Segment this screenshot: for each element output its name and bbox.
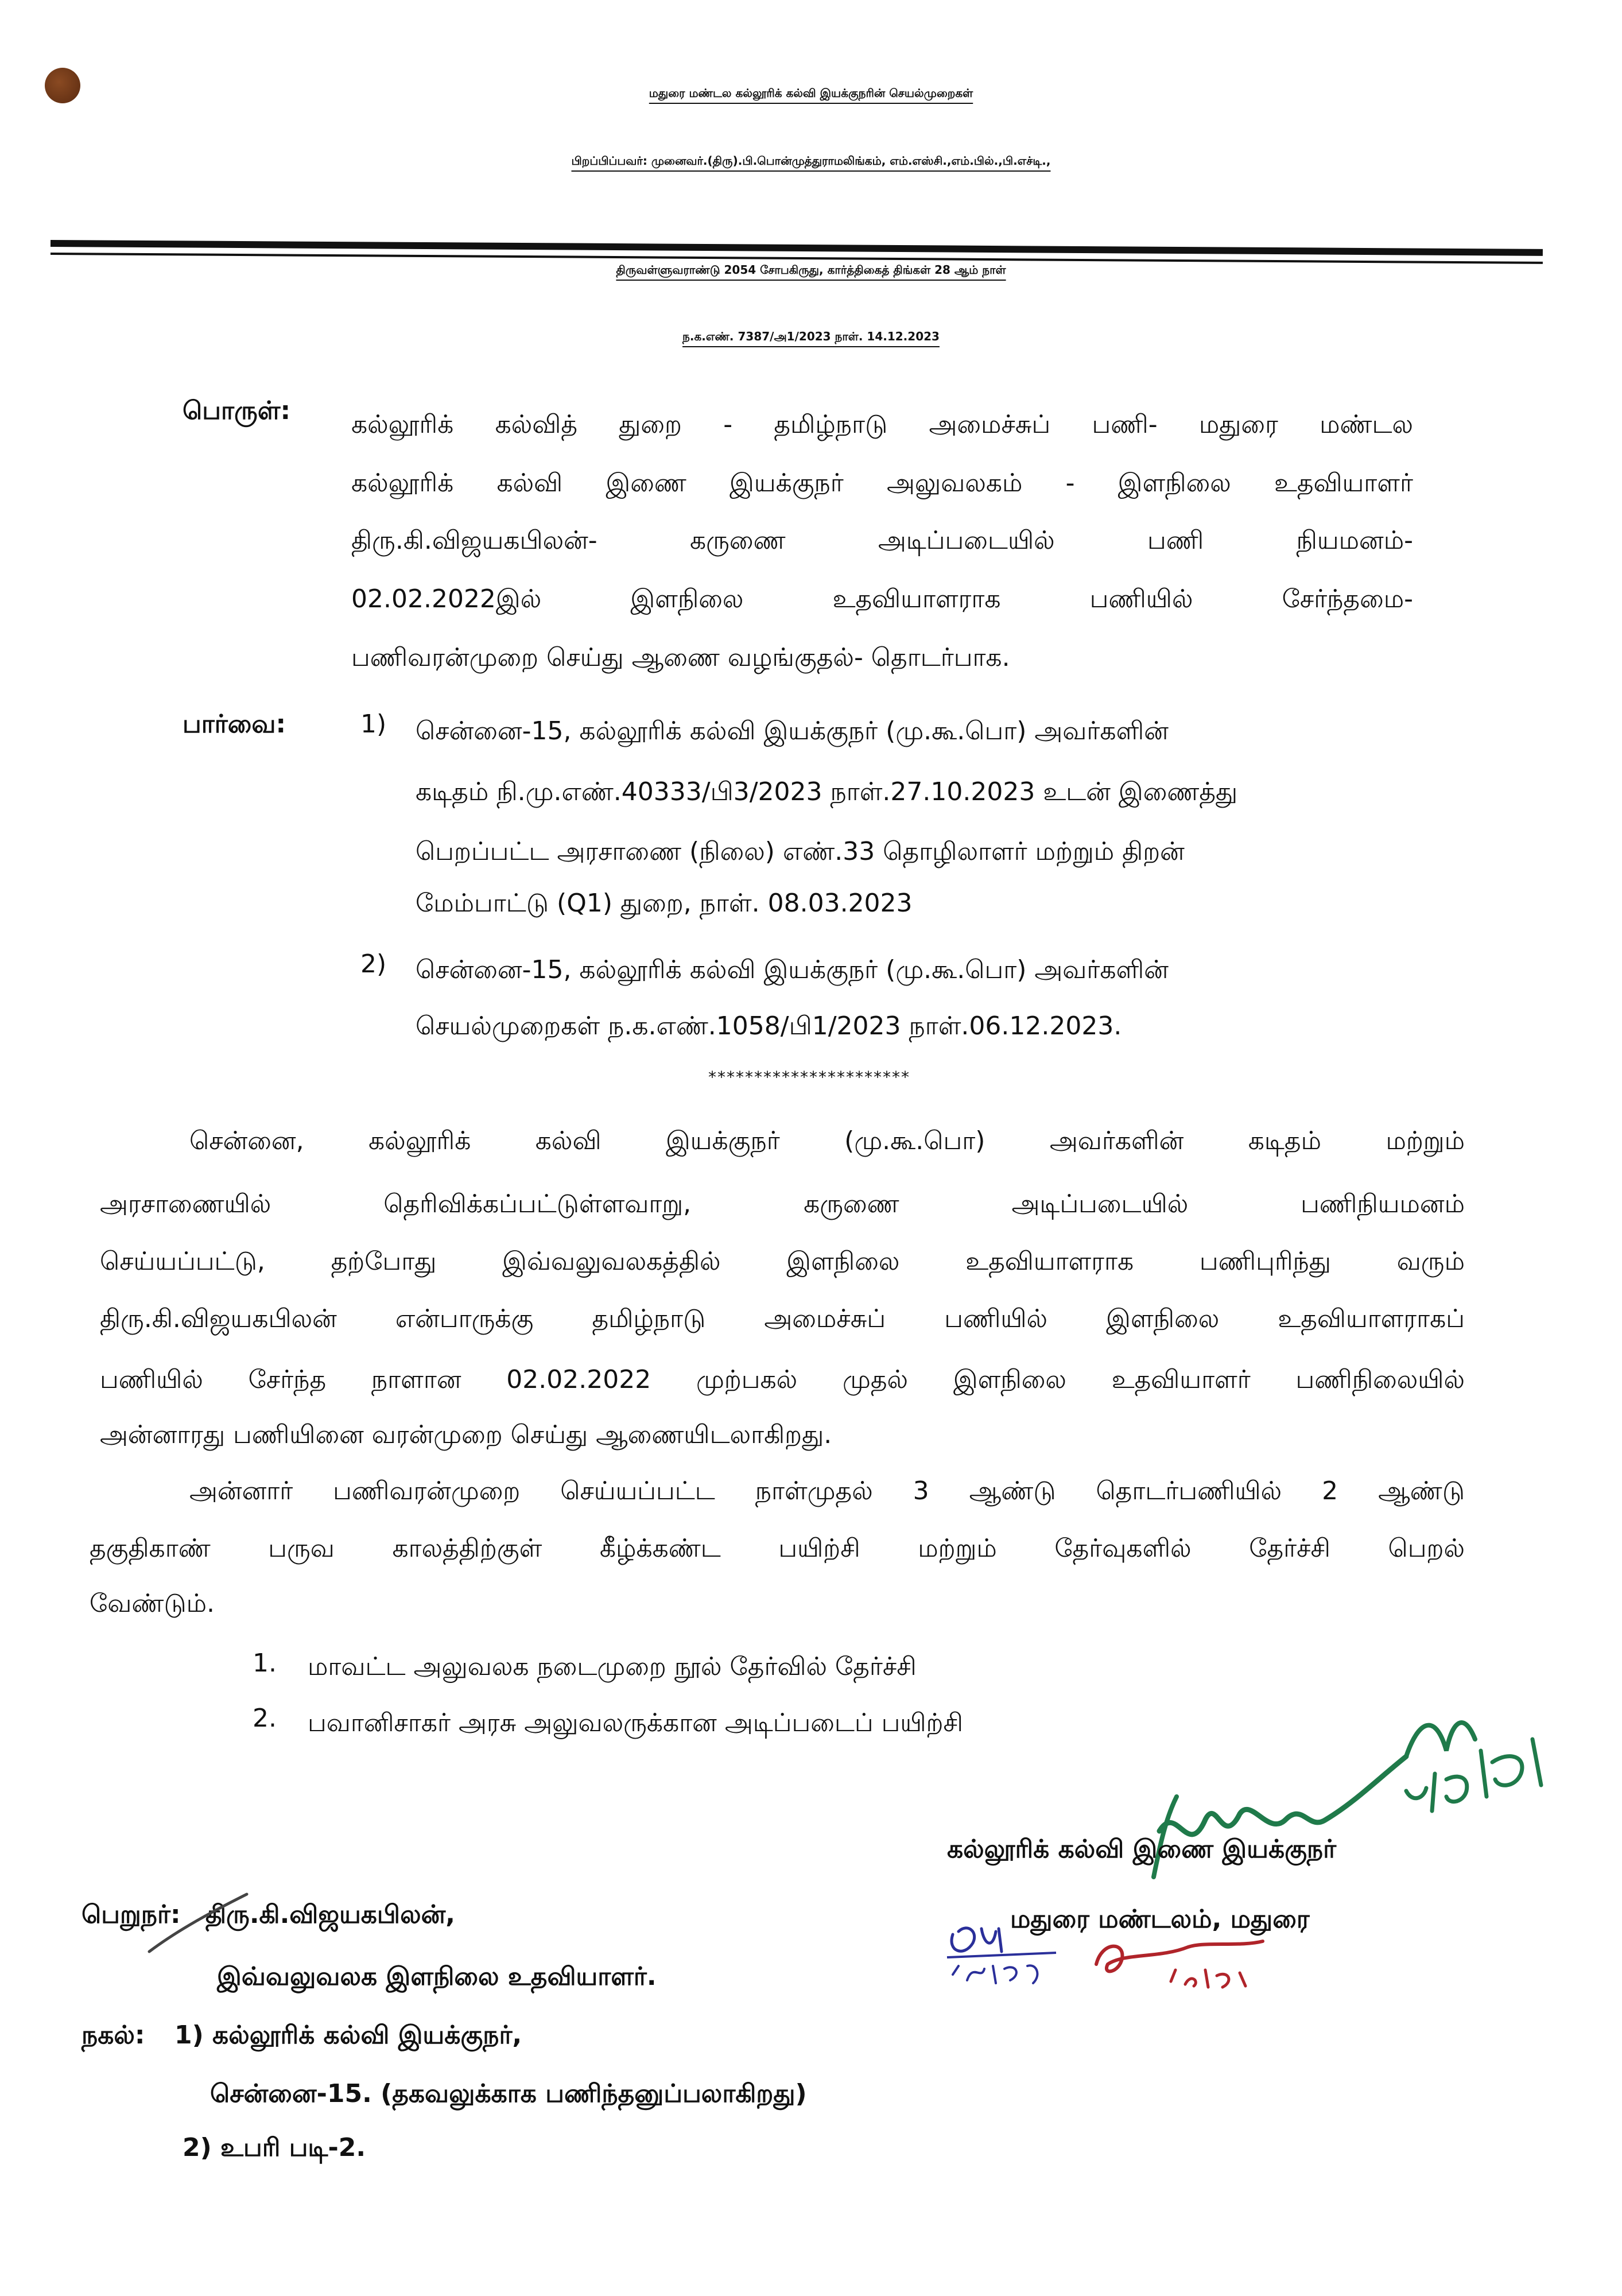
- header-issuer: பிறப்பிப்பவர்: முனைவர்.(திரு).பி.பொன்முத்துராமலிங்கம், எம்.எஸ்சி.,எம்.பில்.,பி.எச்டி.,: [571, 154, 1051, 168]
- body-para1-line-1: சென்னை, கல்லூரிக் கல்வி இயக்குநர் (மு.கூ.பொ) அவர்களின் கடிதம் மற்றும்: [189, 1126, 1465, 1155]
- body-para1-line-3: செய்யப்பட்டு, தற்போது இவ்வலுவலகத்தில் இளநிலை உதவியாளராக பணிபுரிந்து வரும்: [100, 1247, 1465, 1276]
- requirement-2-text: பவானிசாகர் அரசு அலுவலருக்கான அடிப்படைப் பயிற்சி: [308, 1708, 963, 1737]
- reference-2-line-1: சென்னை-15, கல்லூரிக் கல்வி இயக்குநர் (மு.கூ.பொ) அவர்களின்: [416, 955, 1169, 984]
- subject-line-4: 02.02.2022இல் இளநிலை உதவியாளராக பணியில் சேர்ந்தமை-: [351, 584, 1413, 614]
- signatory-title: கல்லூரிக் கல்வி இணை இயக்குநர்: [947, 1835, 1337, 1864]
- section-separator: **********************: [708, 1068, 910, 1087]
- handwritten-initials-blue: [941, 1917, 1068, 1992]
- handwritten-initials-red: [1091, 1924, 1297, 1993]
- copy-label: நகல்:: [82, 2020, 145, 2050]
- requirement-1-text: மாவட்ட அலுவலக நடைமுறை நூல் தேர்வில் தேர்ச்சி: [308, 1652, 917, 1681]
- reference-label: பார்வை:: [183, 709, 286, 739]
- recipient-label: பெறுநர்:: [82, 1900, 181, 1929]
- reference-2-number: 2): [360, 949, 387, 979]
- body-para2-line-2: தகுதிகாண் பருவ காலத்திற்குள் கீழ்க்கண்ட பயிற்சி மற்றும் தேர்வுகளில் தேர்ச்சி பெறல்: [90, 1534, 1465, 1563]
- body-para1-line-5: பணியில் சேர்ந்த நாளான 02.02.2022 முற்பகல் முதல் இளநிலை உதவியாளர் பணிநிலையில்: [100, 1365, 1465, 1394]
- reference-1-line-4: மேம்பாட்டு (Q1) துறை, நாள். 08.03.2023: [416, 889, 913, 918]
- copy-item-2: 2) உபரி படி-2.: [183, 2133, 366, 2162]
- body-para1-line-2: அரசாணையில் தெரிவிக்கப்பட்டுள்ளவாறு, கருணை அடிப்படையில் பணிநியமனம்: [100, 1189, 1465, 1219]
- subject-line-2: கல்லூரிக் கல்வி இணை இயக்குநர் அலுவலகம் - இளநிலை உதவியாளர்: [351, 468, 1413, 498]
- reference-1-line-3: பெறப்பட்ட அரசாணை (நிலை) எண்.33 தொழிலாளர் மற்றும் திறன்: [416, 837, 1185, 866]
- header-office-title: மதுரை மண்டல கல்லூரிக் கல்வி இயக்குநரின் செயல்முறைகள்: [649, 86, 973, 100]
- recipient-designation: இவ்வலுவலக இளநிலை உதவியாளர்.: [217, 1962, 657, 1991]
- subject-line-3: திரு.கி.விஜயகபிலன்- கருணை அடிப்படையில் பணி நியமனம்-: [351, 526, 1413, 555]
- header-tamil-date: திருவள்ளுவராண்டு 2054 சோபகிருது, கார்த்திகைத் திங்கள் 28 ஆம் நாள்: [616, 263, 1006, 277]
- reference-1-number: 1): [360, 709, 387, 739]
- requirement-2-number: 2.: [253, 1704, 277, 1733]
- copy-item-1-address: சென்னை-15. (தகவலுக்காக பணிந்தனுப்பலாகிறது): [210, 2079, 807, 2108]
- copy-item-1: 1) கல்லூரிக் கல்வி இயக்குநர்,: [174, 2020, 522, 2050]
- signatory-place: மதுரை மண்டலம், மதுரை: [1010, 1905, 1310, 1934]
- reference-1-line-1: சென்னை-15, கல்லூரிக் கல்வி இயக்குநர் (மு.கூ.பொ) அவர்களின்: [416, 716, 1169, 746]
- reference-1-line-2: கடிதம் நி.மு.எண்.40333/பி3/2023 நாள்.27.10.2023 உடன் இணைத்து: [416, 777, 1238, 806]
- subject-label: பொருள்:: [183, 396, 291, 425]
- requirement-1-number: 1.: [253, 1649, 277, 1678]
- handwritten-tick-mark: [143, 1888, 258, 1963]
- recipient-name: திரு.கி.விஜயகபிலன்,: [205, 1900, 455, 1929]
- header-file-number: ந.க.எண். 7387/அ1/2023 நாள். 14.12.2023: [682, 329, 940, 343]
- body-para1-line-4: திரு.கி.விஜயகபிலன் என்பாருக்கு தமிழ்நாடு அமைச்சுப் பணியில் இளநிலை உதவியாளராகப்: [100, 1304, 1465, 1333]
- subject-line-5: பணிவரன்முறை செய்து ஆணை வழங்குதல்- தொடர்பாக.: [351, 643, 1010, 672]
- body-para1-line-6: அன்னாரது பணியினை வரன்முறை செய்து ஆணையிடலாகிறது.: [100, 1420, 832, 1449]
- subject-line-1: கல்லூரிக் கல்வித் துறை - தமிழ்நாடு அமைச்சுப் பணி- மதுரை மண்டல: [351, 410, 1413, 439]
- reference-2-line-2: செயல்முறைகள் ந.க.எண்.1058/பி1/2023 நாள்.06.12.2023.: [416, 1011, 1122, 1041]
- body-para2-line-1: அன்னார் பணிவரன்முறை செய்யப்பட்ட நாள்முதல் 3 ஆண்டு தொடர்பணியில் 2 ஆண்டு: [189, 1476, 1465, 1506]
- body-para2-line-3: வேண்டும்.: [90, 1589, 215, 1618]
